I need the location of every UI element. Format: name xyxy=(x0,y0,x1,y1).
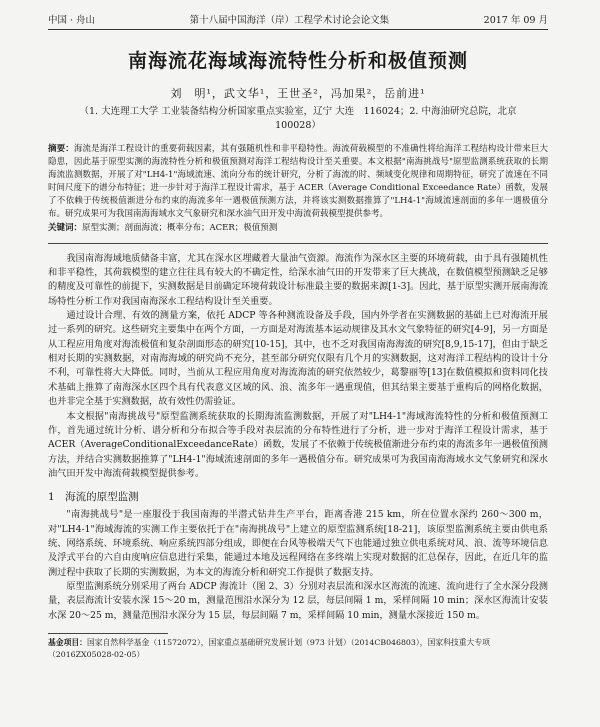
footnote-label: 基金项目： xyxy=(48,637,87,647)
keywords-text: 原型实测；剖面海流；概率分布；ACER；极值预测 xyxy=(82,222,278,233)
header-proceedings: 第十八届中国海洋（岸）工程学术讨论会论文集 xyxy=(189,15,390,26)
header-location: 中国 · 舟山 xyxy=(48,15,96,26)
author-list: 刘 明¹，武文华¹，王世圣²，冯加果²，岳前进¹ xyxy=(170,87,426,100)
affiliation: （1. 大连理工大学 工业装备结构分析国家重点实验室，辽宁 大连 116024；2. 中海油研究总院，北京 100028） xyxy=(79,106,526,131)
running-header xyxy=(48,0,548,30)
intro-paragraph-2: 通过设计合理、有效的测量方案，依托 ADCP 等各种测流设备及手段，国内外学者在实测数据的基础上已对海流开展过一系列的研究。这些研究主要集中在两个方面，一方面是对海流基本运动规律及其水文气象特征的研究[4-9]，另一方面是从工程应用角度对海流极值和复杂剖面形态的研究[10-15]，其中，也不乏对我国南海海流的研究[8,9,15-17]，但由于缺乏相对长期的实测数据，对南海海域的研究尚不充分，甚至部分研究仅限有几个月的实测数据，这对海洋工程结构的设计十分不利，可靠性将大大降低。同时，当前从工程应用角度对海流海流的研究依然较少，葛黎丽等[13]在数值模拟和资料同化技术基础上推算了南海深水区四个具有代表意义区域的风、浪、流多年一遇重现值，但其结果主要基于重构后的网格化数据，也并非完全基于实测数据，故有效性仍需验证。 xyxy=(48,310,548,408)
abstract xyxy=(48,143,548,222)
section1-paragraph-1: "南海挑战号"是一座服役于我国南海的半潜式钻井生产平台，距离香港 215 km，所在位置水深约 260～300 m，对"LH4-1"海域海流的实测工作主要依托于在"南海挑战号"上建立的原型监测系统[18-21]，该原型监测系统主要由供电系统、网络系统、环境系统、响应系统四部分组成，即便在台风等极端天气下也能通过独立供电系统对风、浪、流等环境信息及浮式平台的六自由度响应信息进行采集，能通过本地及远程网络在多终端上实现对数据的汇总保存，因此，在近几年的监测过程中获取了长期的实测数据，为本文的海流分析和研究工作提供了数据支持。 xyxy=(48,509,548,578)
keywords xyxy=(48,222,548,235)
footnote-divider xyxy=(48,633,168,634)
section-heading-1: 1 海流的原型监测 xyxy=(48,491,139,504)
section1-paragraph-2: 原型监测系统分别采用了两台 ADCP 海流计（图 2、3）分别对表层流和深水区海流的流速、流向进行了全水深分段测量，表层海流计安装水深 15～20 m，测量范围沿水深分为 12 层，每层间隔 1 m，采样间隔 10 min；深水区海流计安装水深 20～25 m，测量范围沿水深分为 15 层，每层间隔 7 m，采样间隔 10 min，测量水深接近 150 m。 xyxy=(48,580,548,621)
abstract-label: 摘要： xyxy=(48,143,74,154)
funding-footnote xyxy=(48,637,548,660)
intro-paragraph-3: 本文根据"南海挑战号"原型监测系统获取的长期海流监测数据，开展了对"LH4-1"海域海流特性的分析和极值预测工作，首先通过统计分析、谱分析和分布拟合等手段对表层流的分布特性进行了分析，进一步对于海洋工程设计需求，基于 ACER（AverageConditionalExceedanceRate）函数，发展了不依赖于传统极值渐进分布约束的海流多年一遇极值预测方法，并结合实测数据推算了"LH4-1"海域流速剖面的多年一遇极值分布。研究成果可为我国南海海域水文气象研究和深水油气田开发中海流荷载模型提供参考。 xyxy=(48,410,548,479)
abstract-divider xyxy=(48,243,548,244)
keywords-label: 关键词： xyxy=(48,222,83,233)
intro-paragraph-1: 我国南海海域地质储备丰富，尤其在深水区埋藏着大量油气资源。海流作为深水区主要的环境荷载，由于具有强随机性和非平稳性，其荷载模型的建立往往具有较大的不确定性，给深水油气田的开发带来了巨大挑战，在数值模型预测缺乏足够的精度及可靠性的前提下，实测数据是目前确定环境荷载设计标准最主要的数据来源[1-3]。因此，基于原型实测开展南海流场特性分析工作对我国南海深水工程结构设计至关重要。 xyxy=(48,252,548,307)
abstract-text: 海流是海洋工程设计的重要荷载因素，其有强随机性和非平稳特性。海流荷载模型的不准确性将给海洋工程结构设计带来巨大隐患，因此基于原型实测的海流特性分析和极值预测对海洋工程结构设计至关重要。本文根据"南海挑战号"原型监测系统获取的长期海流监测数据，开展了对"LH4-1"海域流速、流向分布的统计研究，分析了海流的时、频域变化规律和周期特征，研究了流速在不同时间尺度下的谱分布特征；进一步针对于海洋工程设计需求，基于 ACER（Average Conditional Exceedance Rate）函数，发展了不依赖于传统极值渐进分布约束的海流多年一遇极值预测方法，并将该实测数据推算了"LH4-1"海域流速剖面的多年一遇极值分布。研究成果可为我国南海海域水文气象研究和深水油气田开发中海流荷载模型提供参考。 xyxy=(48,143,548,220)
paper-title: 南海流花海域海流特性分析和极值预测 xyxy=(127,50,468,72)
header-date: 2017 年 09 月 xyxy=(483,15,548,26)
footnote-text: 国家自然科学基金（11572072），国家重点基础研究发展计划（973 计划）（2014CB046803），国家科技重大专项（2016ZX05028-02-05） xyxy=(48,637,490,659)
